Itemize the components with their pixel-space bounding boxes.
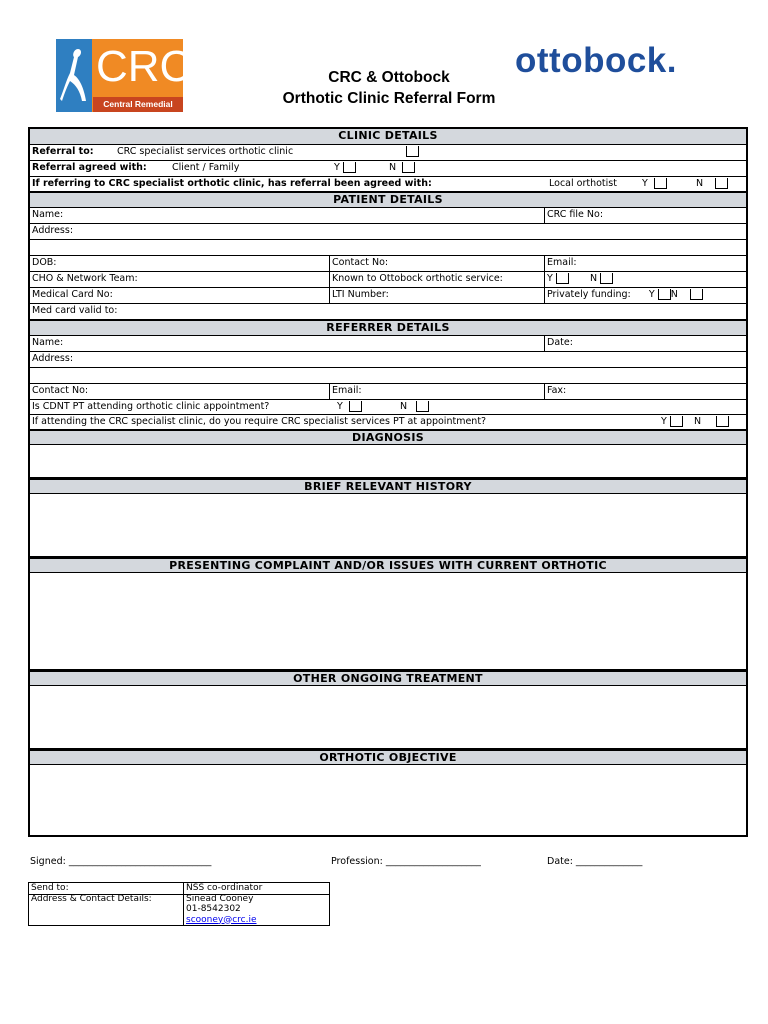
cho-field[interactable]: CHO & Network Team: xyxy=(32,273,138,284)
known-no-checkbox[interactable] xyxy=(600,273,613,284)
no-label: N xyxy=(400,401,408,412)
patient-email-field[interactable]: Email: xyxy=(544,256,577,271)
complaint-area[interactable] xyxy=(30,573,746,671)
row-patient-address-2 xyxy=(30,240,746,256)
dob-field[interactable]: DOB: xyxy=(32,257,57,268)
agreed-yes-checkbox[interactable] xyxy=(343,162,356,173)
medical-card-field[interactable]: Medical Card No: xyxy=(32,289,113,300)
send-role: NSS co-ordinator xyxy=(186,883,263,893)
referral-to-label: Referral to: xyxy=(32,146,94,157)
local-orthotist-label: Local orthotist xyxy=(549,178,617,189)
referral-to-value: CRC specialist services orthotic clinic xyxy=(117,146,294,157)
crc-logo-text: CRC xyxy=(96,42,192,91)
row-cho xyxy=(30,272,746,288)
private-yes-checkbox[interactable] xyxy=(658,289,671,300)
cdnt-no-checkbox[interactable] xyxy=(416,401,429,412)
row-referrer-name xyxy=(30,336,746,352)
known-label: Known to Ottobock orthotic service: xyxy=(329,272,503,287)
signature-date-field[interactable]: Date: ______________ xyxy=(547,856,643,867)
row-referrer-contact xyxy=(30,384,746,400)
row-patient-address xyxy=(30,224,746,240)
section-objective: ORTHOTIC OBJECTIVE xyxy=(30,750,746,765)
crc-figure-icon xyxy=(60,45,90,107)
lti-field[interactable]: LTI Number: xyxy=(329,288,389,303)
section-patient-details: PATIENT DETAILS xyxy=(30,192,746,208)
med-valid-field[interactable]: Med card valid to: xyxy=(32,305,118,316)
yes-label: Y xyxy=(661,416,667,427)
ottobock-logo: ottobock. xyxy=(515,41,677,80)
row-referrer-address xyxy=(30,352,746,368)
cdnt-label: Is CDNT PT attending orthotic clinic appointment? xyxy=(32,401,270,412)
yes-label: Y xyxy=(547,273,553,284)
objective-area[interactable] xyxy=(30,765,746,835)
section-complaint: PRESENTING COMPLAINT AND/OR ISSUES WITH CURRENT ORTHOTIC xyxy=(30,558,746,573)
send-email-link[interactable]: scooney@crc.ie xyxy=(186,914,257,925)
section-clinic-details: CLINIC DETAILS xyxy=(30,129,746,145)
diagnosis-area[interactable] xyxy=(30,445,746,479)
row-patient-name xyxy=(30,208,746,224)
agreed-value: Client / Family xyxy=(172,162,240,173)
no-label: N xyxy=(389,162,397,173)
row-attending xyxy=(30,415,746,430)
address-contact-label: Address & Contact Details: xyxy=(31,893,152,904)
referrer-date-field[interactable]: Date: xyxy=(544,336,573,351)
patient-address-field[interactable]: Address: xyxy=(32,225,74,236)
agreed-no-checkbox[interactable] xyxy=(402,162,415,173)
orthotist-yes-checkbox[interactable] xyxy=(654,178,667,189)
private-no-checkbox[interactable] xyxy=(690,289,703,300)
send-name: Sinead Cooney xyxy=(186,893,254,904)
no-label: N xyxy=(694,416,702,427)
agreed-label: Referral agreed with: xyxy=(32,162,147,173)
orthotist-no-checkbox[interactable] xyxy=(715,178,728,189)
row-referral-agreed xyxy=(30,161,746,177)
signed-field[interactable]: Signed: ______________________________ xyxy=(30,856,212,867)
referrer-fax-field[interactable]: Fax: xyxy=(544,384,566,399)
section-diagnosis: DIAGNOSIS xyxy=(30,430,746,445)
referral-form xyxy=(28,127,748,837)
no-label: N xyxy=(589,273,598,284)
crc-file-field[interactable]: CRC file No: xyxy=(544,208,603,223)
referrer-name-field[interactable]: Name: xyxy=(32,337,64,348)
row-cdnt xyxy=(30,400,746,415)
yes-label: Y xyxy=(334,162,340,173)
send-to-box xyxy=(28,882,330,926)
privately-label: Privately funding: xyxy=(547,289,631,300)
referral-to-checkbox[interactable] xyxy=(406,146,419,157)
send-to-label: Send to: xyxy=(31,883,69,893)
form-title-line1: CRC & Ottobock xyxy=(328,69,450,86)
row-dob xyxy=(30,256,746,272)
treatment-area[interactable] xyxy=(30,686,746,750)
referrer-contact-field[interactable]: Contact No: xyxy=(32,385,89,396)
row-referral-to xyxy=(30,145,746,161)
attending-yes-checkbox[interactable] xyxy=(670,416,683,427)
attending-no-checkbox[interactable] xyxy=(716,416,729,427)
profession-field[interactable]: Profession: ____________________ xyxy=(331,856,481,867)
patient-name-field[interactable]: Name: xyxy=(32,209,64,220)
history-area[interactable] xyxy=(30,494,746,558)
row-medical-card xyxy=(30,288,746,304)
section-history: BRIEF RELEVANT HISTORY xyxy=(30,479,746,494)
section-treatment: OTHER ONGOING TREATMENT xyxy=(30,671,746,686)
no-label: N xyxy=(696,178,704,189)
section-referrer-details: REFERRER DETAILS xyxy=(30,320,746,336)
send-phone: 01-8542302 xyxy=(186,904,241,914)
referrer-email-field[interactable]: Email: xyxy=(329,384,362,399)
referrer-address-field[interactable]: Address: xyxy=(32,353,74,364)
yes-label: Y xyxy=(337,401,343,412)
form-title-line2: Orthotic Clinic Referral Form xyxy=(282,90,496,107)
known-yes-checkbox[interactable] xyxy=(556,273,569,284)
crc-logo xyxy=(56,39,192,124)
cdnt-yes-checkbox[interactable] xyxy=(349,401,362,412)
attending-label: If attending the CRC specialist clinic, do you require CRC specialist services PT at appointment? xyxy=(32,416,487,427)
yes-label: Y xyxy=(642,178,648,189)
row-med-valid xyxy=(30,304,746,320)
row-if-referring xyxy=(30,177,746,192)
crc-logo-subtitle: Central Remedial Clinic xyxy=(93,97,183,112)
if-referring-label: If referring to CRC specialist orthotic clinic, has referral been agreed with: xyxy=(32,178,432,189)
patient-contact-field[interactable]: Contact No: xyxy=(329,256,388,271)
no-label: N xyxy=(670,289,678,300)
row-referrer-address-2 xyxy=(30,368,746,384)
yes-label: Y xyxy=(648,289,655,300)
